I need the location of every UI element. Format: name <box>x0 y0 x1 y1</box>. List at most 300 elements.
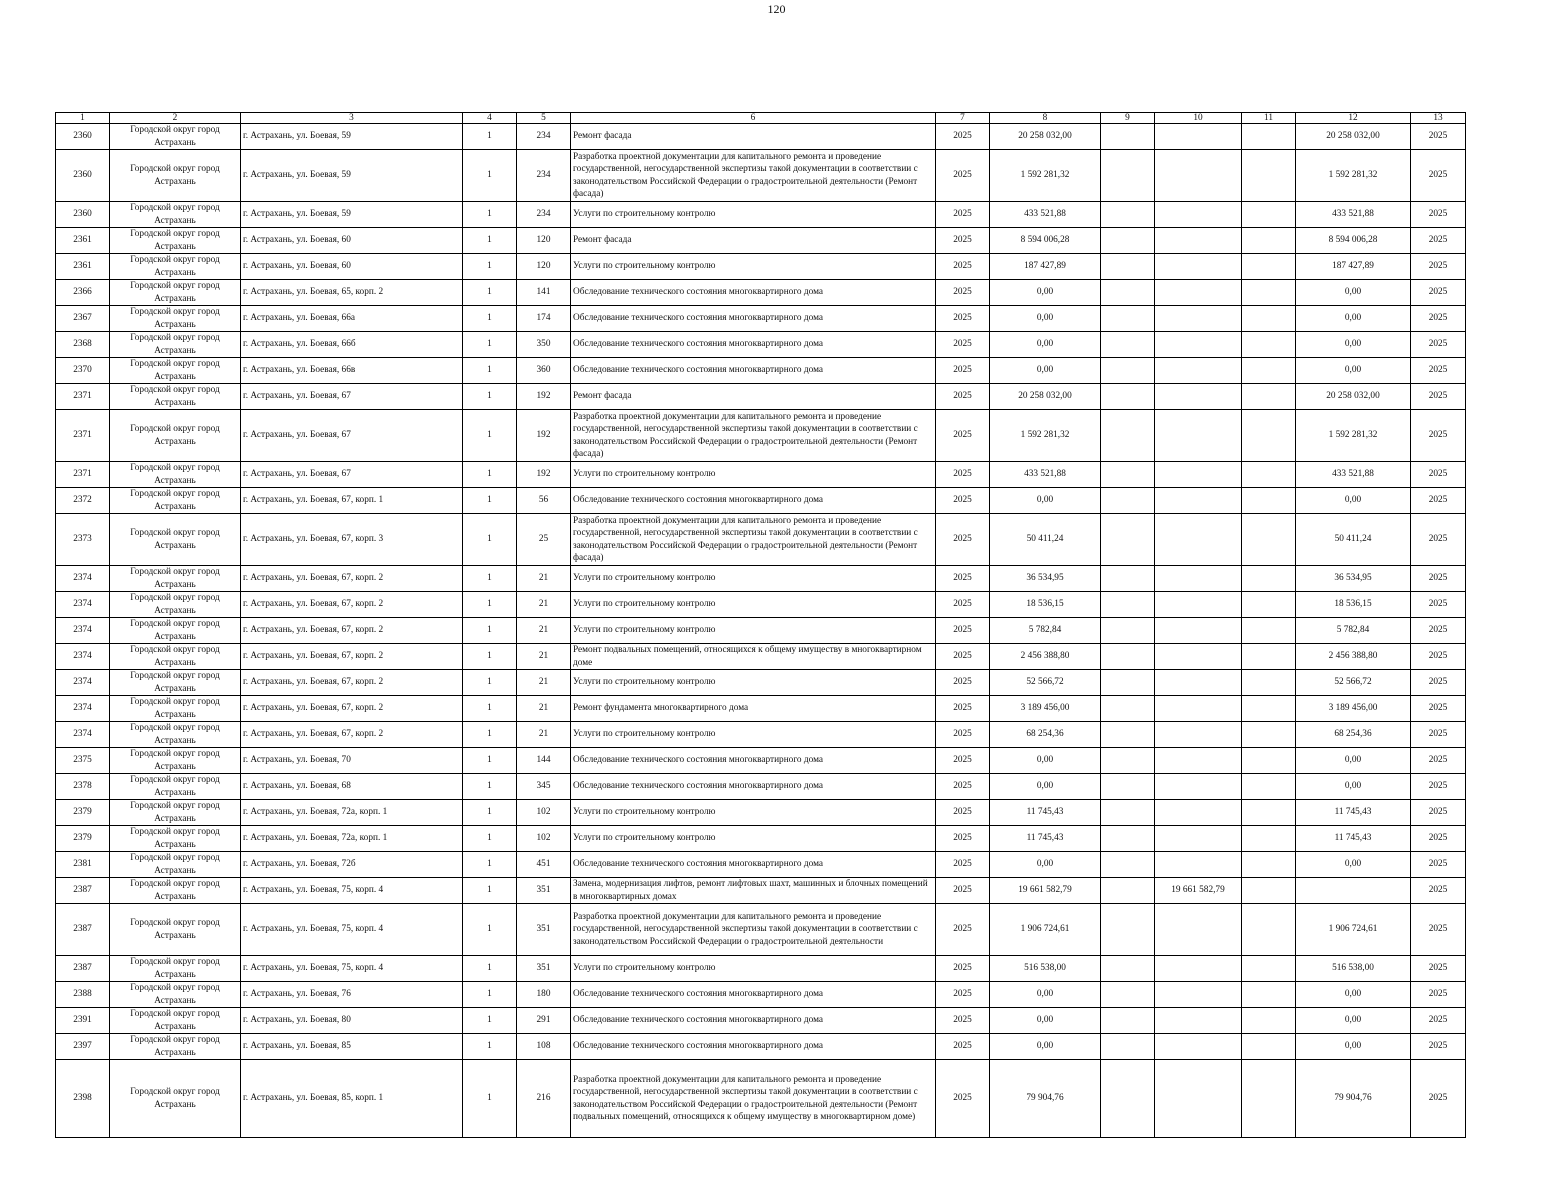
cell-col5: 21 <box>517 592 571 618</box>
cell-col5: 451 <box>517 852 571 878</box>
cell-col5: 21 <box>517 670 571 696</box>
cell-col4: 1 <box>463 748 517 774</box>
cell-col5: 108 <box>517 1034 571 1060</box>
cell-col11 <box>1242 722 1296 748</box>
cell-col10 <box>1155 488 1242 514</box>
cell-col9 <box>1101 228 1155 254</box>
cell-address: г. Астрахань, ул. Боевая, 66в <box>241 358 463 384</box>
cell-col4: 1 <box>463 202 517 228</box>
cell-work-type: Обследование технического состояния многоквартирного дома <box>571 280 936 306</box>
cell-col11 <box>1242 306 1296 332</box>
works-register-table <box>55 112 1466 1138</box>
cell-col12: 0,00 <box>1296 1008 1411 1034</box>
cell-number: 2391 <box>56 1008 110 1034</box>
cell-municipality: Городской округ город Астрахань <box>110 332 241 358</box>
cell-number: 2373 <box>56 514 110 566</box>
table-row <box>56 306 1466 332</box>
column-header: 13 <box>1411 113 1466 124</box>
cell-col12: 0,00 <box>1296 306 1411 332</box>
cell-total: 52 566,72 <box>990 670 1101 696</box>
cell-address: г. Астрахань, ул. Боевая, 67, корп. 3 <box>241 514 463 566</box>
cell-municipality: Городской округ город Астрахань <box>110 670 241 696</box>
cell-total: 433 521,88 <box>990 202 1101 228</box>
cell-municipality: Городской округ город Астрахань <box>110 384 241 410</box>
cell-col11 <box>1242 202 1296 228</box>
cell-address: г. Астрахань, ул. Боевая, 72а, корп. 1 <box>241 826 463 852</box>
cell-col12: 11 745,43 <box>1296 800 1411 826</box>
cell-number: 2387 <box>56 878 110 904</box>
cell-year: 2025 <box>936 644 990 670</box>
cell-col10 <box>1155 982 1242 1008</box>
table-row <box>56 1034 1466 1060</box>
cell-col5: 291 <box>517 1008 571 1034</box>
cell-col4: 1 <box>463 150 517 202</box>
cell-number: 2375 <box>56 748 110 774</box>
cell-year: 2025 <box>936 332 990 358</box>
column-header: 9 <box>1101 113 1155 124</box>
cell-col4: 1 <box>463 514 517 566</box>
cell-year: 2025 <box>936 150 990 202</box>
cell-col4: 1 <box>463 852 517 878</box>
cell-col5: 192 <box>517 462 571 488</box>
cell-year: 2025 <box>936 124 990 150</box>
cell-completion-year: 2025 <box>1411 774 1466 800</box>
cell-number: 2368 <box>56 332 110 358</box>
cell-completion-year: 2025 <box>1411 618 1466 644</box>
column-header: 8 <box>990 113 1101 124</box>
cell-col5: 120 <box>517 254 571 280</box>
cell-col12: 0,00 <box>1296 774 1411 800</box>
cell-completion-year: 2025 <box>1411 982 1466 1008</box>
cell-col11 <box>1242 1008 1296 1034</box>
cell-work-type: Обследование технического состояния многоквартирного дома <box>571 358 936 384</box>
cell-address: г. Астрахань, ул. Боевая, 66б <box>241 332 463 358</box>
cell-number: 2379 <box>56 826 110 852</box>
cell-col4: 1 <box>463 774 517 800</box>
column-header: 5 <box>517 113 571 124</box>
cell-number: 2366 <box>56 280 110 306</box>
cell-col4: 1 <box>463 696 517 722</box>
cell-col5: 21 <box>517 722 571 748</box>
cell-number: 2374 <box>56 592 110 618</box>
cell-completion-year: 2025 <box>1411 124 1466 150</box>
cell-total: 1 592 281,32 <box>990 410 1101 462</box>
cell-year: 2025 <box>936 826 990 852</box>
cell-number: 2397 <box>56 1034 110 1060</box>
table-row <box>56 410 1466 462</box>
cell-col9 <box>1101 462 1155 488</box>
table-row <box>56 982 1466 1008</box>
cell-col10 <box>1155 1034 1242 1060</box>
cell-work-type: Обследование технического состояния многоквартирного дома <box>571 488 936 514</box>
cell-municipality: Городской округ город Астрахань <box>110 358 241 384</box>
cell-work-type: Услуги по строительному контролю <box>571 254 936 280</box>
cell-col10 <box>1155 774 1242 800</box>
cell-col9 <box>1101 878 1155 904</box>
cell-col12: 433 521,88 <box>1296 202 1411 228</box>
cell-col5: 350 <box>517 332 571 358</box>
cell-completion-year: 2025 <box>1411 410 1466 462</box>
cell-address: г. Астрахань, ул. Боевая, 67, корп. 2 <box>241 670 463 696</box>
cell-total: 0,00 <box>990 982 1101 1008</box>
cell-completion-year: 2025 <box>1411 150 1466 202</box>
table-row <box>56 358 1466 384</box>
cell-completion-year: 2025 <box>1411 748 1466 774</box>
cell-address: г. Астрахань, ул. Боевая, 67 <box>241 410 463 462</box>
cell-work-type: Обследование технического состояния многоквартирного дома <box>571 852 936 878</box>
cell-completion-year: 2025 <box>1411 384 1466 410</box>
cell-year: 2025 <box>936 722 990 748</box>
cell-completion-year: 2025 <box>1411 462 1466 488</box>
cell-number: 2388 <box>56 982 110 1008</box>
cell-col4: 1 <box>463 462 517 488</box>
cell-col10 <box>1155 618 1242 644</box>
cell-col4: 1 <box>463 488 517 514</box>
cell-col4: 1 <box>463 1060 517 1138</box>
table-row <box>56 462 1466 488</box>
cell-col9 <box>1101 956 1155 982</box>
cell-col5: 174 <box>517 306 571 332</box>
cell-col11 <box>1242 774 1296 800</box>
cell-col12: 79 904,76 <box>1296 1060 1411 1138</box>
cell-col9 <box>1101 696 1155 722</box>
cell-work-type: Обследование технического состояния многоквартирного дома <box>571 774 936 800</box>
cell-total: 8 594 006,28 <box>990 228 1101 254</box>
cell-col11 <box>1242 800 1296 826</box>
cell-col5: 351 <box>517 904 571 956</box>
cell-address: г. Астрахань, ул. Боевая, 67, корп. 2 <box>241 644 463 670</box>
cell-number: 2379 <box>56 800 110 826</box>
cell-work-type: Обследование технического состояния многоквартирного дома <box>571 332 936 358</box>
cell-col11 <box>1242 644 1296 670</box>
cell-col9 <box>1101 254 1155 280</box>
cell-col5: 234 <box>517 124 571 150</box>
cell-total: 36 534,95 <box>990 566 1101 592</box>
cell-number: 2374 <box>56 644 110 670</box>
cell-number: 2378 <box>56 774 110 800</box>
cell-col12: 20 258 032,00 <box>1296 384 1411 410</box>
cell-col10 <box>1155 1008 1242 1034</box>
cell-work-type: Услуги по строительному контролю <box>571 592 936 618</box>
cell-col9 <box>1101 982 1155 1008</box>
table-row <box>56 826 1466 852</box>
cell-total: 1 906 724,61 <box>990 904 1101 956</box>
cell-col10 <box>1155 670 1242 696</box>
cell-col9 <box>1101 150 1155 202</box>
cell-work-type: Услуги по строительному контролю <box>571 202 936 228</box>
cell-col9 <box>1101 670 1155 696</box>
cell-number: 2374 <box>56 696 110 722</box>
cell-year: 2025 <box>936 800 990 826</box>
cell-col9 <box>1101 514 1155 566</box>
cell-address: г. Астрахань, ул. Боевая, 67, корп. 2 <box>241 696 463 722</box>
cell-col4: 1 <box>463 722 517 748</box>
cell-total: 0,00 <box>990 774 1101 800</box>
cell-work-type: Услуги по строительному контролю <box>571 462 936 488</box>
cell-year: 2025 <box>936 202 990 228</box>
cell-col10 <box>1155 592 1242 618</box>
cell-completion-year: 2025 <box>1411 852 1466 878</box>
cell-col4: 1 <box>463 826 517 852</box>
cell-col12: 18 536,15 <box>1296 592 1411 618</box>
cell-col9 <box>1101 332 1155 358</box>
cell-work-type: Разработка проектной документации для капитального ремонта и проведение государственной, негосударственной экспертизы такой документации в соответствии с законодательством Российской Федерации о градостроительной деятельности (Ремонт фасада) <box>571 410 936 462</box>
cell-completion-year: 2025 <box>1411 1060 1466 1138</box>
cell-col10 <box>1155 514 1242 566</box>
cell-col11 <box>1242 956 1296 982</box>
cell-completion-year: 2025 <box>1411 332 1466 358</box>
table-row <box>56 774 1466 800</box>
cell-work-type: Услуги по строительному контролю <box>571 618 936 644</box>
cell-address: г. Астрахань, ул. Боевая, 80 <box>241 1008 463 1034</box>
cell-col12: 516 538,00 <box>1296 956 1411 982</box>
cell-col5: 102 <box>517 826 571 852</box>
cell-year: 2025 <box>936 618 990 644</box>
cell-completion-year: 2025 <box>1411 280 1466 306</box>
cell-col12: 0,00 <box>1296 488 1411 514</box>
cell-col11 <box>1242 592 1296 618</box>
cell-municipality: Городской округ город Астрахань <box>110 566 241 592</box>
cell-col4: 1 <box>463 228 517 254</box>
cell-col9 <box>1101 358 1155 384</box>
cell-total: 0,00 <box>990 852 1101 878</box>
cell-col11 <box>1242 826 1296 852</box>
cell-col10 <box>1155 306 1242 332</box>
cell-col11 <box>1242 982 1296 1008</box>
cell-total: 0,00 <box>990 488 1101 514</box>
cell-work-type: Ремонт фасада <box>571 384 936 410</box>
cell-work-type: Услуги по строительному контролю <box>571 956 936 982</box>
cell-col12: 36 534,95 <box>1296 566 1411 592</box>
cell-number: 2372 <box>56 488 110 514</box>
cell-address: г. Астрахань, ул. Боевая, 85 <box>241 1034 463 1060</box>
cell-col9 <box>1101 202 1155 228</box>
cell-col4: 1 <box>463 306 517 332</box>
cell-completion-year: 2025 <box>1411 592 1466 618</box>
cell-col10 <box>1155 904 1242 956</box>
cell-address: г. Астрахань, ул. Боевая, 75, корп. 4 <box>241 878 463 904</box>
column-header: 10 <box>1155 113 1242 124</box>
cell-col11 <box>1242 410 1296 462</box>
cell-address: г. Астрахань, ул. Боевая, 75, корп. 4 <box>241 904 463 956</box>
cell-col5: 25 <box>517 514 571 566</box>
cell-year: 2025 <box>936 228 990 254</box>
cell-col12: 1 592 281,32 <box>1296 410 1411 462</box>
cell-completion-year: 2025 <box>1411 306 1466 332</box>
cell-work-type: Разработка проектной документации для капитального ремонта и проведение государственной, негосударственной экспертизы такой документации в соответствии с законодательством Российской Федерации о градостроительной деятельности (Ремонт фасада) <box>571 150 936 202</box>
cell-year: 2025 <box>936 1034 990 1060</box>
cell-address: г. Астрахань, ул. Боевая, 65, корп. 2 <box>241 280 463 306</box>
cell-year: 2025 <box>936 410 990 462</box>
cell-municipality: Городской округ город Астрахань <box>110 904 241 956</box>
cell-completion-year: 2025 <box>1411 254 1466 280</box>
cell-year: 2025 <box>936 462 990 488</box>
cell-year: 2025 <box>936 1060 990 1138</box>
column-header: 2 <box>110 113 241 124</box>
cell-number: 2387 <box>56 904 110 956</box>
column-number-row <box>56 113 1466 124</box>
table-row <box>56 956 1466 982</box>
cell-col11 <box>1242 228 1296 254</box>
cell-number: 2374 <box>56 670 110 696</box>
cell-col4: 1 <box>463 254 517 280</box>
cell-year: 2025 <box>936 904 990 956</box>
table-row <box>56 566 1466 592</box>
page-number: 120 <box>767 2 786 16</box>
table-row <box>56 1060 1466 1138</box>
cell-col4: 1 <box>463 878 517 904</box>
cell-col5: 234 <box>517 202 571 228</box>
cell-col11 <box>1242 878 1296 904</box>
cell-col10 <box>1155 748 1242 774</box>
cell-col11 <box>1242 670 1296 696</box>
cell-total: 0,00 <box>990 1034 1101 1060</box>
cell-col12: 11 745,43 <box>1296 826 1411 852</box>
cell-year: 2025 <box>936 696 990 722</box>
cell-municipality: Городской округ город Астрахань <box>110 150 241 202</box>
cell-total: 187 427,89 <box>990 254 1101 280</box>
cell-col12: 0,00 <box>1296 982 1411 1008</box>
cell-work-type: Ремонт подвальных помещений, относящихся к общему имуществу в многоквартирном доме <box>571 644 936 670</box>
column-header: 1 <box>56 113 110 124</box>
cell-address: г. Астрахань, ул. Боевая, 67, корп. 2 <box>241 618 463 644</box>
cell-col5: 351 <box>517 878 571 904</box>
cell-col11 <box>1242 618 1296 644</box>
table-row <box>56 852 1466 878</box>
cell-completion-year: 2025 <box>1411 670 1466 696</box>
cell-col5: 102 <box>517 800 571 826</box>
cell-col12: 2 456 388,80 <box>1296 644 1411 670</box>
cell-year: 2025 <box>936 358 990 384</box>
table-header <box>56 113 1466 124</box>
cell-col9 <box>1101 1008 1155 1034</box>
cell-work-type: Услуги по строительному контролю <box>571 800 936 826</box>
cell-total: 0,00 <box>990 748 1101 774</box>
cell-col12: 0,00 <box>1296 332 1411 358</box>
cell-col10 <box>1155 696 1242 722</box>
table-row <box>56 904 1466 956</box>
table-row <box>56 1008 1466 1034</box>
column-header: 11 <box>1242 113 1296 124</box>
cell-total: 11 745,43 <box>990 826 1101 852</box>
cell-col10 <box>1155 1060 1242 1138</box>
cell-number: 2361 <box>56 228 110 254</box>
table-row <box>56 748 1466 774</box>
cell-col5: 144 <box>517 748 571 774</box>
cell-municipality: Городской округ город Астрахань <box>110 462 241 488</box>
cell-col11 <box>1242 904 1296 956</box>
cell-col11 <box>1242 150 1296 202</box>
cell-col9 <box>1101 722 1155 748</box>
cell-total: 516 538,00 <box>990 956 1101 982</box>
cell-municipality: Городской округ город Астрахань <box>110 800 241 826</box>
cell-total: 19 661 582,79 <box>990 878 1101 904</box>
cell-address: г. Астрахань, ул. Боевая, 59 <box>241 150 463 202</box>
cell-col9 <box>1101 566 1155 592</box>
cell-total: 2 456 388,80 <box>990 644 1101 670</box>
cell-col11 <box>1242 852 1296 878</box>
cell-col4: 1 <box>463 592 517 618</box>
cell-year: 2025 <box>936 566 990 592</box>
cell-number: 2398 <box>56 1060 110 1138</box>
cell-number: 2374 <box>56 566 110 592</box>
cell-number: 2371 <box>56 384 110 410</box>
cell-col10 <box>1155 124 1242 150</box>
table-row <box>56 280 1466 306</box>
cell-col4: 1 <box>463 644 517 670</box>
cell-col9 <box>1101 644 1155 670</box>
cell-col12: 0,00 <box>1296 358 1411 384</box>
cell-work-type: Ремонт фундамента многоквартирного дома <box>571 696 936 722</box>
cell-col4: 1 <box>463 982 517 1008</box>
cell-work-type: Замена, модернизация лифтов, ремонт лифтовых шахт, машинных и блочных помещений в многоквартирных домах <box>571 878 936 904</box>
cell-col9 <box>1101 124 1155 150</box>
cell-col12: 0,00 <box>1296 280 1411 306</box>
cell-col5: 345 <box>517 774 571 800</box>
cell-col5: 216 <box>517 1060 571 1138</box>
cell-total: 3 189 456,00 <box>990 696 1101 722</box>
cell-work-type: Разработка проектной документации для капитального ремонта и проведение государственной, негосударственной экспертизы такой документации в соответствии с законодательством Российской Федерации о градостроительной деятельности (Ремонт фасада) <box>571 514 936 566</box>
cell-year: 2025 <box>936 488 990 514</box>
cell-completion-year: 2025 <box>1411 1008 1466 1034</box>
cell-year: 2025 <box>936 514 990 566</box>
cell-col12: 52 566,72 <box>1296 670 1411 696</box>
cell-col11 <box>1242 280 1296 306</box>
cell-year: 2025 <box>936 956 990 982</box>
cell-col10 <box>1155 202 1242 228</box>
cell-col5: 180 <box>517 982 571 1008</box>
cell-municipality: Городской округ город Астрахань <box>110 644 241 670</box>
column-header: 4 <box>463 113 517 124</box>
cell-work-type: Разработка проектной документации для капитального ремонта и проведение государственной, негосударственной экспертизы такой документации в соответствии с законодательством Российской Федерации о градостроительной деятельности (Ремонт подвальных помещений, относящихся к общему имуществу в многоквартирном доме) <box>571 1060 936 1138</box>
cell-col10 <box>1155 150 1242 202</box>
cell-year: 2025 <box>936 982 990 1008</box>
cell-address: г. Астрахань, ул. Боевая, 67 <box>241 384 463 410</box>
cell-col10 <box>1155 254 1242 280</box>
cell-completion-year: 2025 <box>1411 904 1466 956</box>
cell-col12: 8 594 006,28 <box>1296 228 1411 254</box>
cell-col10 <box>1155 826 1242 852</box>
cell-address: г. Астрахань, ул. Боевая, 67, корп. 2 <box>241 592 463 618</box>
cell-municipality: Городской округ город Астрахань <box>110 878 241 904</box>
cell-col5: 360 <box>517 358 571 384</box>
cell-municipality: Городской округ город Астрахань <box>110 774 241 800</box>
cell-col5: 21 <box>517 618 571 644</box>
cell-col4: 1 <box>463 332 517 358</box>
cell-col9 <box>1101 800 1155 826</box>
cell-col9 <box>1101 748 1155 774</box>
cell-col4: 1 <box>463 384 517 410</box>
cell-address: г. Астрахань, ул. Боевая, 66а <box>241 306 463 332</box>
cell-col4: 1 <box>463 618 517 644</box>
cell-address: г. Астрахань, ул. Боевая, 67, корп. 2 <box>241 722 463 748</box>
cell-col5: 192 <box>517 410 571 462</box>
cell-col10 <box>1155 566 1242 592</box>
table-row <box>56 618 1466 644</box>
cell-total: 11 745,43 <box>990 800 1101 826</box>
cell-completion-year: 2025 <box>1411 956 1466 982</box>
cell-col5: 21 <box>517 566 571 592</box>
cell-col5: 120 <box>517 228 571 254</box>
cell-number: 2370 <box>56 358 110 384</box>
cell-year: 2025 <box>936 1008 990 1034</box>
cell-col5: 192 <box>517 384 571 410</box>
column-header: 6 <box>571 113 936 124</box>
cell-year: 2025 <box>936 852 990 878</box>
cell-number: 2381 <box>56 852 110 878</box>
cell-completion-year: 2025 <box>1411 1034 1466 1060</box>
cell-municipality: Городской округ город Астрахань <box>110 748 241 774</box>
